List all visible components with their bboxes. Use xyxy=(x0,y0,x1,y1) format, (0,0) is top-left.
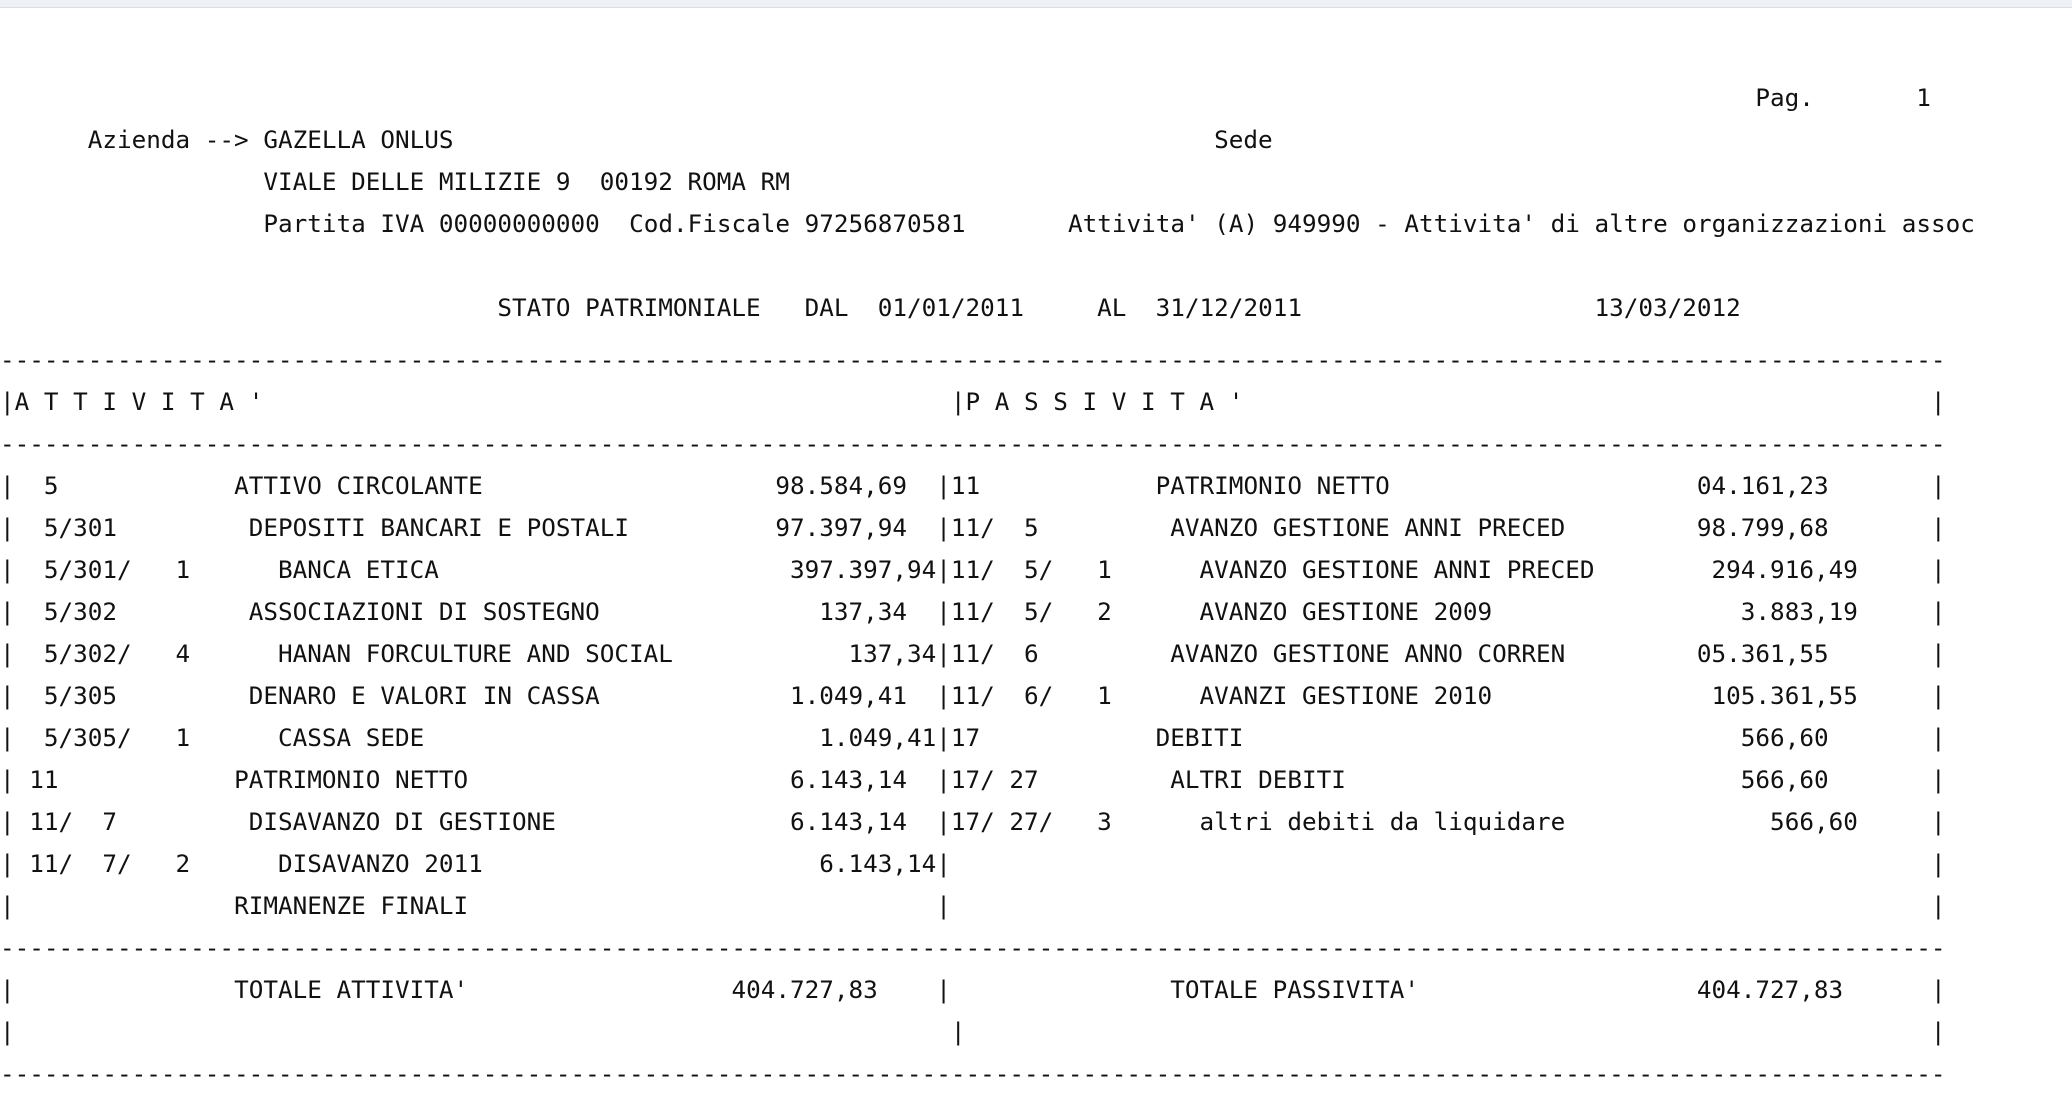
to-label: AL xyxy=(1097,293,1127,322)
asset-account-amount: 137,34 xyxy=(775,639,937,668)
liability-account-desc: ALTRI DEBITI xyxy=(1155,765,1346,794)
account-row: | 5/305 DENARO E VALORI IN CASSA 1.049,41 |11/ 6/ 1 AVANZI GESTIONE 2010 105.361,55 | xyxy=(0,681,1946,710)
asset-account-desc: CASSA SEDE xyxy=(234,723,425,752)
from-label: DAL xyxy=(804,293,849,322)
asset-account-amount: 1.049,41 xyxy=(775,681,907,710)
asset-account-amount: 397.397,94 xyxy=(775,555,937,584)
asset-account-amount xyxy=(775,891,907,920)
total-liabilities-label: TOTALE PASSIVITA' xyxy=(1170,975,1419,1004)
asset-account-desc: ATTIVO CIRCOLANTE xyxy=(234,471,483,500)
page-number: 1 xyxy=(1916,83,1931,112)
liability-account-desc: AVANZO GESTIONE ANNI PRECED xyxy=(1155,555,1595,584)
to-date: 31/12/2011 xyxy=(1155,293,1302,322)
liability-account-amount: 04.161,23 xyxy=(1696,471,1829,500)
account-row: | 5/302 ASSOCIAZIONI DI SOSTEGNO 137,34 |11/ 5/ 2 AVANZO GESTIONE 2009 3.883,19 | xyxy=(0,597,1946,626)
asset-account-amount: 98.584,69 xyxy=(775,471,907,500)
asset-account-amount: 97.397,94 xyxy=(775,513,907,542)
liability-account-amount: 98.799,68 xyxy=(1696,513,1829,542)
vat-label: Partita IVA xyxy=(263,209,425,238)
print-date: 13/03/2012 xyxy=(1594,293,1741,322)
asset-account-desc: DENARO E VALORI IN CASSA xyxy=(234,681,600,710)
dashed-separator: ------------------------------------------------------------------------------------------------------------------------------------- xyxy=(0,1059,1946,1088)
company-line xyxy=(0,119,1273,161)
asset-account-desc: DEPOSITI BANCARI E POSTALI xyxy=(234,513,630,542)
account-row: | 5/301 DEPOSITI BANCARI E POSTALI 97.397,94 |11/ 5 AVANZO GESTIONE ANNI PRECED 98.799,68 | xyxy=(0,513,1946,542)
account-row: | 5 ATTIVO CIRCOLANTE 98.584,69 |11 PATRIMONIO NETTO 04.161,23 | xyxy=(0,471,1946,500)
liability-account-desc: altri debiti da liquidare xyxy=(1155,807,1566,836)
page-number-line xyxy=(0,77,1931,119)
statement-title-line xyxy=(0,287,1741,329)
company-address: VIALE DELLE MILIZIE 9 00192 ROMA RM xyxy=(263,167,790,196)
liability-account-amount: 105.361,55 xyxy=(1696,681,1858,710)
dashed-separator: ------------------------------------------------------------------------------------------------------------------------------------- xyxy=(0,933,1946,962)
asset-account-amount: 6.143,14 xyxy=(775,765,907,794)
account-row: | 5/301/ 1 BANCA ETICA 397.397,94|11/ 5/ 1 AVANZO GESTIONE ANNI PRECED 294.916,49 | xyxy=(0,555,1946,584)
account-row: | 11/ 7 DISAVANZO DI GESTIONE 6.143,14 |17/ 27/ 3 altri debiti da liquidare 566,60 | xyxy=(0,807,1946,836)
section-header-line: |A T T I V I T A ' |P A S S I V I T A ' | xyxy=(0,387,1946,416)
account-row: | 11 PATRIMONIO NETTO 6.143,14 |17/ 27 ALTRI DEBITI 566,60 | xyxy=(0,765,1946,794)
total-assets-amount: 404.727,83 xyxy=(731,975,878,1004)
asset-account-amount: 6.143,14 xyxy=(775,807,907,836)
asset-account-desc: DISAVANZO 2011 xyxy=(234,849,483,878)
liability-account-amount: 05.361,55 xyxy=(1696,639,1829,668)
total-assets-label: TOTALE ATTIVITA' xyxy=(234,975,469,1004)
liabilities-header: P A S S I V I T A ' xyxy=(965,387,1244,416)
liability-account-desc: DEBITI xyxy=(1155,723,1244,752)
account-row: | 11/ 7/ 2 DISAVANZO 2011 6.143,14| | xyxy=(0,849,1946,878)
asset-account-desc: BANCA ETICA xyxy=(234,555,439,584)
dashed-separator: ------------------------------------------------------------------------------------------------------------------------------------- xyxy=(0,429,1946,458)
account-row: | RIMANENZE FINALI | | xyxy=(0,891,1946,920)
liability-account-amount: 566,60 xyxy=(1696,807,1858,836)
vat-number: 00000000000 xyxy=(438,209,600,238)
asset-account-desc: HANAN FORCULTURE AND SOCIAL xyxy=(234,639,673,668)
total-liabilities-amount: 404.727,83 xyxy=(1696,975,1844,1004)
company-label: Azienda --> xyxy=(87,125,249,154)
asset-account-desc: ASSOCIAZIONI DI SOSTEGNO xyxy=(234,597,600,626)
fiscal-code-label: Cod.Fiscale xyxy=(629,209,790,238)
liability-account-desc: AVANZO GESTIONE 2009 xyxy=(1155,597,1493,626)
liability-account-amount: 3.883,19 xyxy=(1696,597,1858,626)
liability-account-desc: PATRIMONIO NETTO xyxy=(1155,471,1390,500)
account-row: | 5/305/ 1 CASSA SEDE 1.049,41|17 DEBITI 566,60 | xyxy=(0,723,1946,752)
liability-account-amount xyxy=(1697,849,1829,878)
dashed-separator: ------------------------------------------------------------------------------------------------------------------------------------- xyxy=(0,345,1946,374)
account-row: | 5/302/ 4 HANAN FORCULTURE AND SOCIAL 137,34|11/ 6 AVANZO GESTIONE ANNO CORREN 05.361,55 | xyxy=(0,639,1946,668)
asset-account-desc: DISAVANZO DI GESTIONE xyxy=(234,807,556,836)
totals-line: | TOTALE ATTIVITA' 404.727,83 | TOTALE PASSIVITA' 404.727,83 | xyxy=(0,975,1946,1004)
liability-account-desc: AVANZI GESTIONE 2010 xyxy=(1155,681,1493,710)
sede-label: Sede xyxy=(1214,125,1273,154)
statement-title: STATO PATRIMONIALE xyxy=(497,293,761,322)
liability-account-desc: AVANZO GESTIONE ANNO CORREN xyxy=(1155,639,1566,668)
liability-account-amount: 294.916,49 xyxy=(1696,555,1858,584)
liability-account-amount xyxy=(1697,891,1829,920)
page-label: Pag. xyxy=(1755,83,1814,112)
company-name: GAZELLA ONLUS xyxy=(263,125,454,154)
asset-account-amount: 1.049,41 xyxy=(775,723,937,752)
assets-header: A T T I V I T A ' xyxy=(14,387,264,416)
from-date: 01/01/2011 xyxy=(877,293,1024,322)
fiscal-code: 97256870581 xyxy=(804,209,966,238)
asset-account-desc: PATRIMONIO NETTO xyxy=(234,765,469,794)
activity-code: Attivita' (A) 949990 - Attivita' di altre organizzazioni assoc xyxy=(1067,209,1975,238)
asset-account-amount: 6.143,14 xyxy=(775,849,937,878)
address-line xyxy=(0,161,790,203)
liability-account-amount: 566,60 xyxy=(1696,765,1829,794)
tax-id-line xyxy=(0,203,1975,245)
totals-blank-line: | | | xyxy=(0,1017,1946,1046)
liability-account-amount: 566,60 xyxy=(1696,723,1829,752)
asset-account-desc: RIMANENZE FINALI xyxy=(234,891,469,920)
liability-account-desc: AVANZO GESTIONE ANNI PRECED xyxy=(1155,513,1566,542)
asset-account-amount: 137,34 xyxy=(775,597,907,626)
